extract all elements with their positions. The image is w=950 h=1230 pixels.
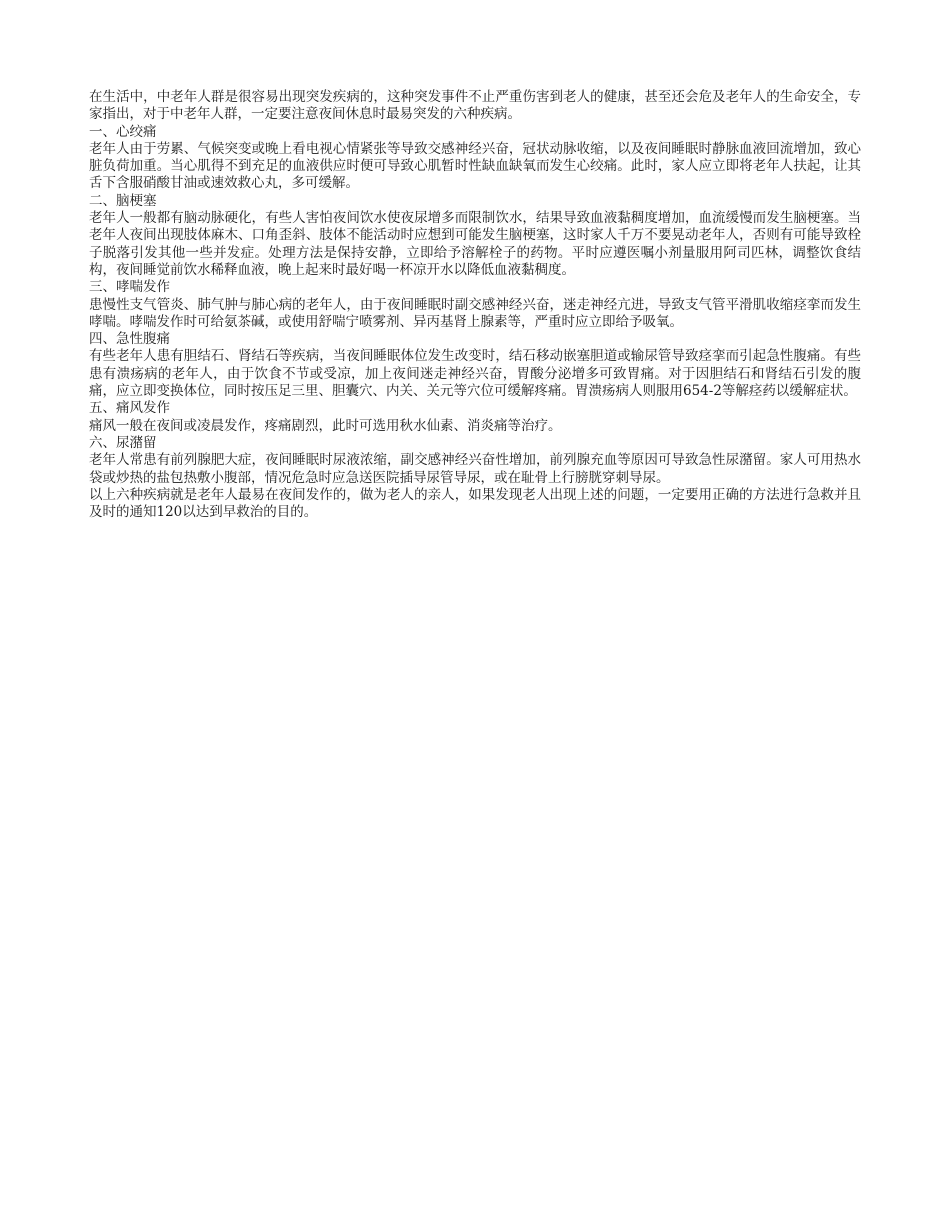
section-body-asthma: 患慢性支气管炎、肺气肿与肺心病的老年人，由于夜间睡眠时副交感神经兴奋，迷走神经亢进，导致支气管平滑肌收缩痉挛而发生哮喘。哮喘发作时可给氨茶碱，或使用舒喘宁喷雾剂、异丙基肾上腺素等，严重时应立即给予吸氧。 — [89, 296, 861, 330]
intro-paragraph: 在生活中，中老年人群是很容易出现突发疾病的，这种突发事件不止严重伤害到老人的健康，甚至还会危及老年人的生命安全，专家指出，对于中老年人群，一定要注意夜间休息时最易突发的六种疾病。 — [89, 89, 861, 123]
section-heading-cerebral-infarction: 二、脑梗塞 — [89, 192, 157, 209]
section-heading-abdominal-pain: 四、急性腹痛 — [89, 331, 170, 348]
section-heading-urinary-retention: 六、尿潴留 — [89, 434, 157, 451]
section-body-angina: 老年人由于劳累、气候突变或晚上看电视心情紧张等导致交感神经兴奋，冠状动脉收缩，以及夜间睡眠时静脉血液回流增加，致心脏负荷加重。当心肌得不到充足的血液供应时便可导致心肌暂时性缺血缺氧而发生心绞痛。此时，家人应立即将老年人扶起，让其舌下含服硝酸甘油或速效救心丸，多可缓解。 — [89, 140, 861, 192]
section-body-cerebral-infarction: 老年人一般都有脑动脉硬化，有些人害怕夜间饮水使夜尿增多而限制饮水，结果导致血液黏稠度增加，血流缓慢而发生脑梗塞。当老年人夜间出现肢体麻木、口角歪斜、肢体不能活动时应想到可能发生脑梗塞，这时家人千万不要晃动老年人，否则有可能导致栓子脱落引发其他一些并发症。处理方法是保持安静，立即给予溶解栓子的药物。平时应遵医嘱小剂量服用阿司匹林，调整饮食结构，夜间睡觉前饮水稀释血液，晚上起来时最好喝一杯凉开水以降低血液黏稠度。 — [89, 210, 861, 278]
section-body-gout: 痛风一般在夜间或凌晨发作，疼痛剧烈，此时可选用秋水仙素、消炎痛等治疗。 — [89, 417, 562, 434]
section-heading-gout: 五、痛风发作 — [89, 400, 170, 417]
section-heading-asthma: 三、哮喘发作 — [89, 279, 170, 296]
section-body-abdominal-pain: 有些老年人患有胆结石、肾结石等疾病，当夜间睡眠体位发生改变时，结石移动嵌塞胆道或输尿管导致痉挛而引起急性腹痛。有些患有溃疡病的老年人，由于饮食不节或受凉，加上夜间迷走神经兴奋，胃酸分泌增多可致胃痛。对于因胆结石和肾结石引发的腹痛，应立即变换体位，同时按压足三里、胆囊穴、内关、关元等穴位可缓解疼痛。胃溃疡病人则服用654-2等解痉药以缓解症状。 — [89, 348, 861, 400]
article — [89, 89, 861, 521]
section-heading-angina: 一、心绞痛 — [89, 123, 157, 140]
section-body-urinary-retention: 老年人常患有前列腺肥大症，夜间睡眠时尿液浓缩，副交感神经兴奋性增加，前列腺充血等原因可导致急性尿潴留。家人可用热水袋或炒热的盐包热敷小腹部，情况危急时应急送医院插导尿管导尿，或在耻骨上行膀胱穿刺导尿。 — [89, 452, 861, 486]
conclusion-paragraph: 以上六种疾病就是老年人最易在夜间发作的，做为老人的亲人，如果发现老人出现上述的问题，一定要用正确的方法进行急救并且及时的通知120以达到早救治的目的。 — [89, 486, 861, 521]
